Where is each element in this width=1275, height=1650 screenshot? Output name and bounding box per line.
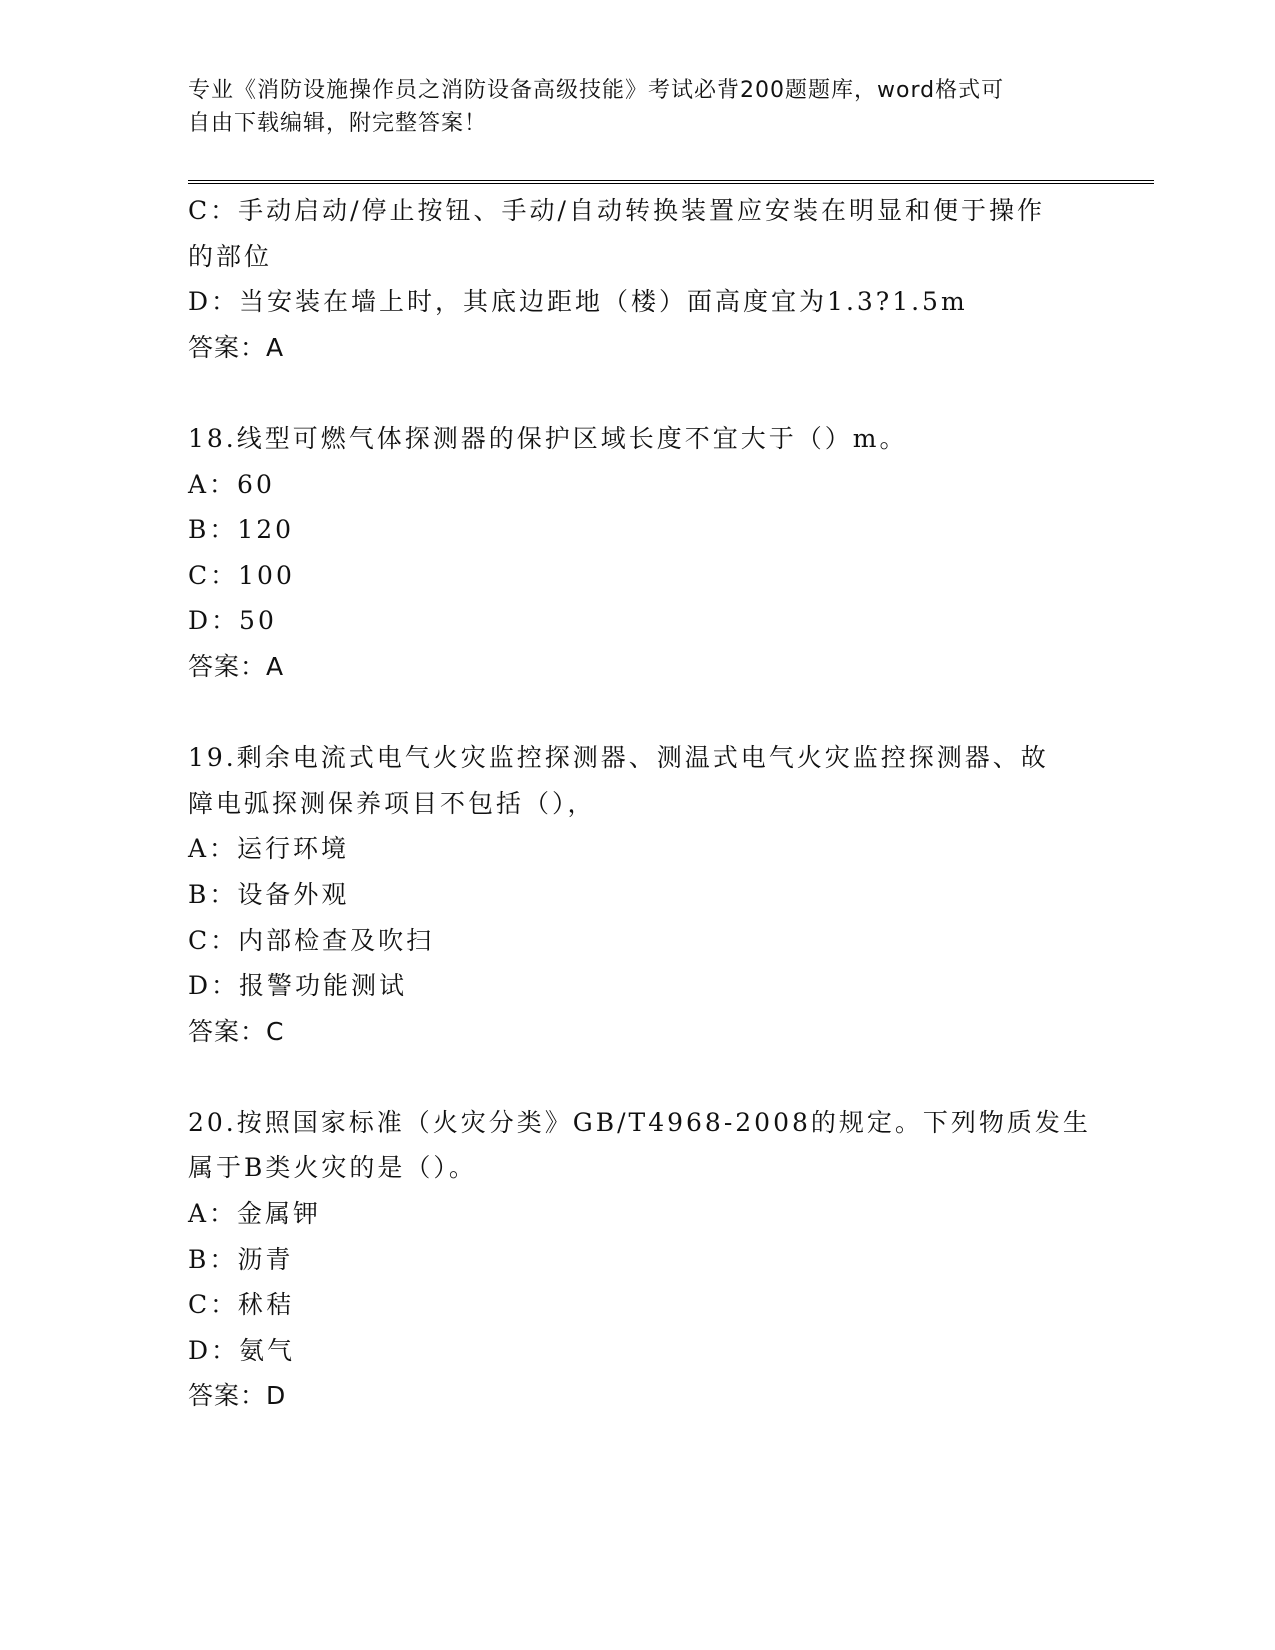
option-c: C：100: [188, 560, 295, 590]
question-19: [188, 735, 1088, 1054]
answer: 答案：D: [188, 1381, 287, 1411]
question-18: [188, 416, 1088, 690]
question-text: 20.按照国家标准（火灾分类》GB/T4968-2008的规定。下列物质发生: [188, 1107, 1091, 1137]
option-a: A：60: [188, 469, 275, 499]
option-a: A：金属钾: [188, 1199, 322, 1229]
option-a: A：运行环境: [188, 834, 350, 864]
option-b: B：设备外观: [188, 879, 350, 909]
header-title-line-1: 专业《消防设施操作员之消防设备高级技能》考试必背200题题库，word格式可: [188, 78, 1005, 103]
answer: 答案：A: [188, 332, 285, 362]
option-b: B：120: [188, 515, 295, 545]
option-b: B：沥青: [188, 1244, 294, 1274]
header-title-line-2: 自由下载编辑，附完整答案！: [188, 111, 488, 136]
option-c: C：内部检查及吹扫: [188, 925, 435, 955]
option-d: D：报警功能测试: [188, 971, 408, 1001]
document-header: [188, 74, 1068, 140]
question-text: 18.线型可燃气体探测器的保护区域长度不宜大于（）m。: [188, 423, 908, 453]
answer: 答案：C: [188, 1016, 285, 1046]
option-d: D：氨气: [188, 1335, 296, 1365]
question-20: [188, 1100, 1091, 1419]
question-17-tail: [188, 188, 1088, 370]
option-c: C：秫秸: [188, 1290, 295, 1320]
option-c: C：手动启动/停止按钮、手动/自动转换装置应安装在明显和便于操作: [188, 196, 1045, 225]
question-text: 19.剩余电流式电气火灾监控探测器、测温式电气火灾监控探测器、故: [188, 743, 1049, 773]
question-text-continued: 属于B类火灾的是（）。: [188, 1153, 477, 1183]
question-text-continued: 障电弧探测保养项目不包括（），: [188, 788, 596, 818]
option-d: D：当安装在墙上时，其底边距地（楼）面高度宜为1.3?1.5m: [188, 287, 968, 317]
option-c-continued: 的部位: [188, 241, 273, 271]
header-double-rule: [188, 180, 1154, 184]
document-body: [188, 188, 1091, 1419]
answer: 答案：A: [188, 651, 285, 681]
option-d: D：50: [188, 606, 277, 636]
